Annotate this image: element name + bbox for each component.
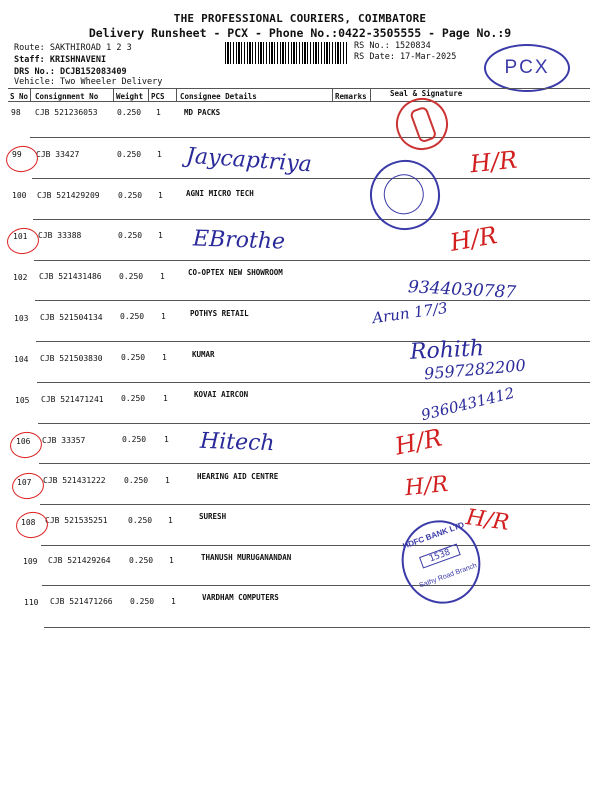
bank-branch-text: Sathy Road Branch: [418, 562, 478, 590]
row-consignment: CJB 33357: [42, 436, 86, 445]
row-pcs: 1: [165, 476, 170, 485]
row-consignment: CJB 521471266: [50, 597, 113, 606]
row-consignee: KUMAR: [192, 350, 215, 359]
row-pcs: 1: [156, 108, 161, 117]
handwritten-phone: 9597282200: [423, 355, 527, 384]
row-pcs: 1: [161, 312, 166, 321]
row-rule: [42, 585, 590, 586]
row-sno: 100: [12, 191, 27, 200]
row-pcs: 1: [171, 597, 176, 606]
row-sno: 109: [23, 557, 38, 566]
red-circle-mark: [10, 471, 45, 501]
row-consignment: CJB 521431486: [39, 272, 102, 281]
col-consignment: Consignment No: [35, 92, 99, 101]
row-consignee: THANUSH MURUGANANDAN: [201, 553, 292, 562]
col-remarks: Remarks: [335, 92, 367, 101]
row-weight: 0.250: [121, 353, 146, 362]
col-pcs: PCS: [151, 92, 165, 101]
row-rule: [44, 627, 590, 628]
row-pcs: 1: [158, 231, 163, 240]
row-pcs: 1: [168, 516, 173, 525]
row-sno: 102: [13, 273, 28, 282]
row-sno: 104: [14, 355, 29, 364]
company-seal-stamp: [362, 152, 448, 238]
row-pcs: 1: [157, 150, 162, 159]
row-consignment: CJB 33427: [36, 150, 80, 159]
col-weight: Weight: [116, 92, 144, 101]
red-circle-mark: [14, 510, 49, 540]
row-consignee: POTHYS RETAIL: [190, 309, 249, 318]
row-rule: [32, 178, 590, 179]
handwritten-signature: Rohith: [409, 336, 485, 365]
row-consignment: CJB 521429264: [48, 556, 111, 565]
row-sno: 98: [11, 108, 21, 117]
row-consignment: CJB 521471241: [41, 395, 104, 404]
row-consignment: CJB 521504134: [40, 313, 103, 322]
row-pcs: 1: [158, 191, 163, 200]
row-rule: [33, 219, 590, 220]
bank-code-text: 1538: [419, 544, 461, 569]
row-rule: [39, 463, 590, 464]
runsheet-subtitle: Delivery Runsheet - PCX - Phone No.:0422-3505555 - Page No.:9: [88, 26, 512, 40]
handwritten-remark: H/R: [464, 505, 511, 536]
handwritten-signature: EBrothe: [192, 226, 286, 255]
col-seal: Seal & Signature: [390, 89, 463, 98]
row-weight: 0.250: [122, 435, 147, 444]
row-weight: 0.250: [120, 312, 145, 321]
row-rule: [41, 545, 590, 546]
row-pcs: 1: [164, 435, 169, 444]
handwritten-signature: Hitech: [199, 428, 275, 457]
row-consignee: KOVAI AIRCON: [194, 390, 249, 399]
row-consignee: VARDHAM COMPUTERS: [202, 593, 279, 602]
drs-number: DRS No.: DCJB152083409: [14, 67, 127, 77]
red-circle-mark: [5, 226, 40, 256]
row-consignment: CJB 521431222: [43, 476, 106, 485]
row-sno: 106: [16, 437, 31, 446]
row-consignee: CO-OPTEX NEW SHOWROOM: [188, 268, 283, 277]
handwritten-remark: H/R: [392, 423, 445, 461]
row-weight: 0.250: [124, 476, 149, 485]
table-top-rule: [8, 88, 590, 89]
handwritten-remark: H/R: [468, 145, 519, 179]
staff-label: Staff: KRISHNAVENI: [14, 55, 107, 65]
row-rule: [36, 341, 590, 342]
row-weight: 0.250: [118, 231, 143, 240]
pcx-stamp: PCX: [484, 44, 570, 92]
row-consignee: AGNI MICRO TECH: [186, 189, 254, 198]
row-pcs: 1: [169, 556, 174, 565]
row-weight: 0.250: [118, 191, 143, 200]
barcode-image: [225, 42, 347, 64]
col-consignee: Consignee Details: [180, 92, 257, 101]
vehicle-label: Vehicle: Two Wheeler Delivery: [14, 77, 163, 87]
row-weight: 0.250: [117, 150, 142, 159]
row-consignee: SURESH: [199, 512, 227, 521]
rs-date: RS Date: 17-Mar-2025: [354, 52, 457, 62]
header-bottom-rule: [8, 101, 590, 102]
handwritten-remark: H/R: [447, 221, 500, 257]
row-weight: 0.250: [117, 108, 142, 117]
row-weight: 0.250: [119, 272, 144, 281]
row-weight: 0.250: [128, 516, 153, 525]
handwritten-signature: Jaycaptriya: [185, 143, 313, 178]
company-title: THE PROFESSIONAL COURIERS, COIMBATORE: [173, 12, 427, 25]
row-pcs: 1: [160, 272, 165, 281]
row-consignment: CJB 521535251: [45, 516, 108, 525]
row-rule: [37, 382, 590, 383]
col-sno: S No: [10, 92, 29, 101]
row-weight: 0.250: [121, 394, 146, 403]
bank-name-text: HDFC BANK LTD: [401, 520, 466, 551]
row-sno: 105: [15, 396, 30, 405]
row-consignee: MD PACKS: [184, 108, 221, 117]
handwritten-phone: 9360431412: [419, 383, 517, 425]
row-consignee: HEARING AID CENTRE: [197, 472, 279, 481]
red-circle-mark: [4, 144, 39, 174]
handwritten-signature: Arun 17/3: [371, 298, 449, 328]
row-consignment: CJB 521503830: [40, 354, 103, 363]
handwritten-remark: H/R: [403, 471, 450, 502]
row-sno: 107: [17, 478, 32, 487]
row-rule: [30, 137, 590, 138]
row-consignment: CJB 521429209: [37, 191, 100, 200]
route-label: Route: SAKTHIROAD 1 2 3: [14, 43, 132, 53]
row-sno: 108: [21, 518, 36, 527]
row-sno: 101: [13, 232, 28, 241]
row-pcs: 1: [163, 394, 168, 403]
red-circle-mark: [8, 430, 43, 460]
row-sno: 110: [24, 598, 39, 607]
row-consignment: CJB 33388: [38, 231, 82, 240]
row-rule: [38, 423, 590, 424]
row-sno: 103: [14, 314, 29, 323]
row-rule: [40, 504, 590, 505]
row-weight: 0.250: [129, 556, 154, 565]
handwritten-phone: 9344030787: [407, 277, 517, 303]
row-weight: 0.250: [130, 597, 155, 606]
rs-number: RS No.: 1520834: [354, 41, 431, 51]
row-rule: [34, 260, 590, 261]
row-sno: 99: [12, 150, 22, 159]
row-pcs: 1: [162, 353, 167, 362]
row-consignment: CJB 521236053: [35, 108, 98, 117]
